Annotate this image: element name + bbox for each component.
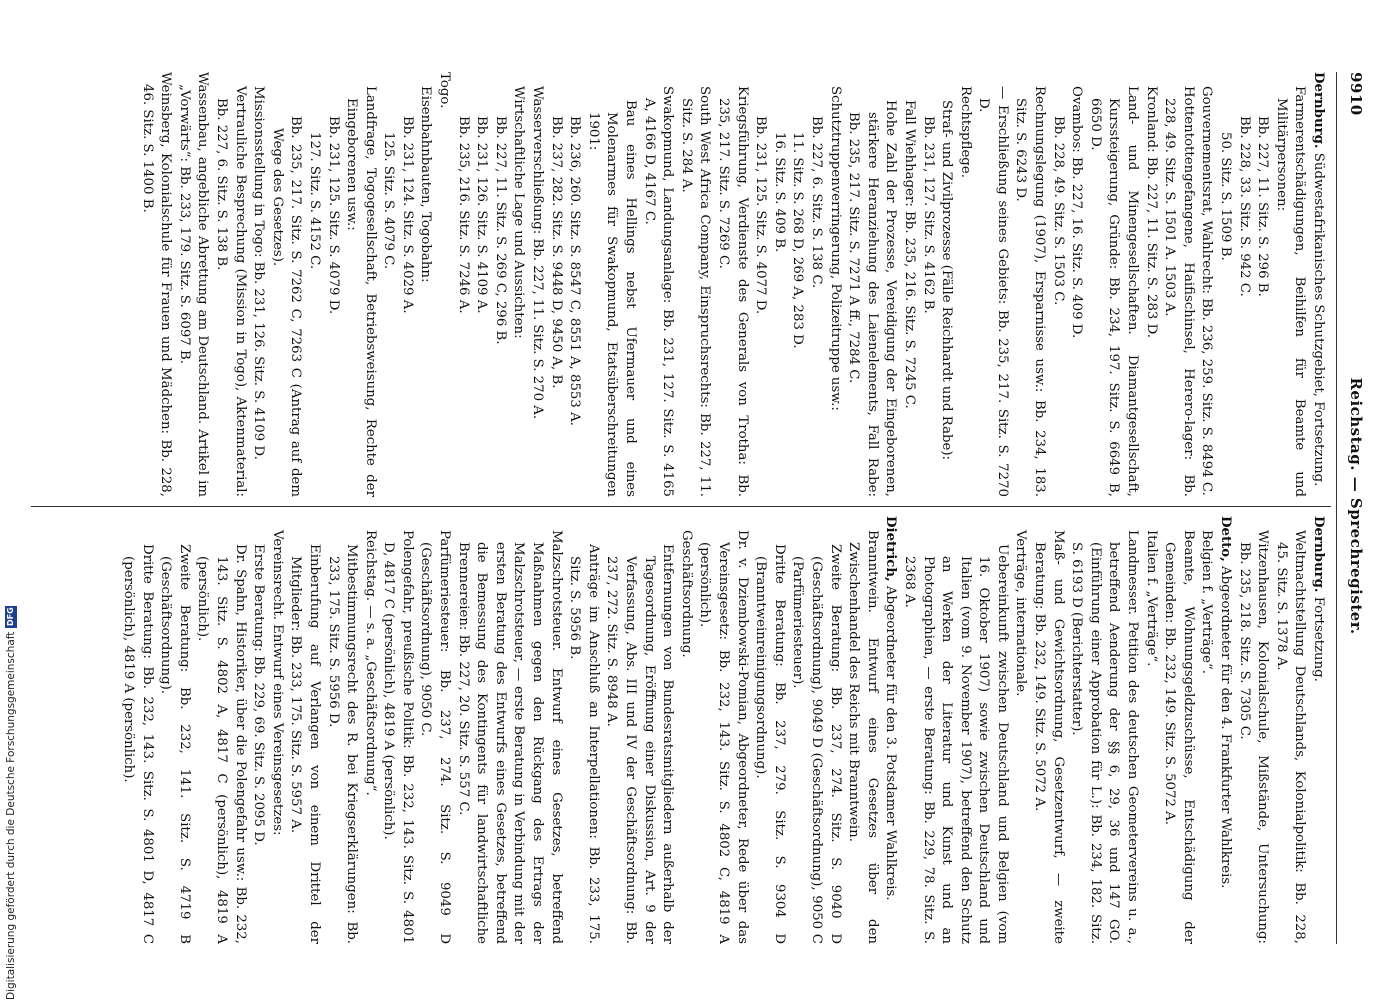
register-entry — [713, 72, 750, 497]
register-entry — [565, 72, 584, 497]
register-entry — [286, 516, 323, 944]
entry-text: Bb. 236, 260. Sitz. S. 8547 C, 8551 A, 8553 A. — [567, 116, 583, 426]
entry-text: Malzschrotsteuer. Entwurf eines Gesetzes, betreffend Maßnahmen gegen den Rückgang des Ertrags der Malzschrotsteuer, — erste Beratung in Verbindung mit der ersten Beratung des Entwurfs eines Gesetzes, betreffend die Bemessung des Kontingents für landwirtschaftliche Brennereien: Bb. 227, 20. Sitz. S. 557 C. — [455, 530, 564, 944]
dfg-logo: DFG — [6, 607, 15, 626]
entry-text: Mitbestimmungsrecht des R. bei Kriegserklärungen: Bb. 233, 175. Sitz. S. 5956 D. — [325, 544, 360, 944]
register-entry — [174, 72, 211, 497]
entry-text: Zweite Beratung: Bb. 237, 274. Sitz. S. 9040 D (Geschäftsordnung), 9049 D (Geschäftsordnung), 9050 C (Parfümeriesteuer). — [790, 544, 843, 944]
right-column — [118, 516, 1327, 944]
entry-text: Bb. 227, 6. Sitz. S. 138 C. — [808, 116, 824, 289]
entry-heading: Dernburg. — [1311, 516, 1326, 593]
register-entry — [527, 72, 546, 497]
register-entry — [899, 516, 1011, 944]
entry-text: — Erschließung seines Gebiets: Bb. 235, 217. Sitz. S. 7270 D. — [976, 86, 1010, 497]
entry-text: Parfümeriesteuer: Bb. 237, 274. Sitz. S. 9049 D (Geschäftsordnung), 9050 C. — [418, 530, 453, 944]
register-entry — [881, 516, 900, 944]
entry-text: Maß- und Gewichtsordnung, Gesetzentwurf, — zweite Beratung: Bb. 232, 149. Sitz. S. 5072 A. — [1032, 530, 1066, 944]
register-entry — [211, 72, 248, 497]
entry-text: Italien f. „Verträge“. — [1143, 530, 1159, 667]
entry-text: Vertrauliche Besprechung (Mission in Togo), Aktenmaterial: Bb. 227, 6. Sitz. S. 138 B. — [213, 86, 248, 497]
entry-text: Zweite Beratung: Bb. 232, 141. Sitz. S. 4719 B (Geschäftsordnung). — [158, 544, 192, 944]
register-entry — [788, 72, 807, 497]
register-entry — [118, 516, 155, 944]
register-entry — [751, 72, 770, 497]
entry-text: Geschäftsordnung. — [678, 530, 694, 658]
register-entry — [1308, 516, 1327, 944]
register-entry — [1253, 72, 1272, 497]
register-entry — [1160, 516, 1197, 944]
entry-text: Weinsberg, Kolonialschule für Frauen und Mädchen: Bb. 228, 46. Sitz. S. 1400 B. — [139, 72, 174, 497]
entry-text: South West Africa Company, Einspruchsrechts: Bb. 227, 11. Sitz. S. 284 A. — [678, 86, 713, 497]
entry-text: Eisenbahnbauten, Togobahn: — [418, 86, 434, 283]
digitization-note-text: Digitalisierung gefördert durch die Deutsche Forschungsgemeinschaft — [5, 631, 17, 1000]
register-entry — [453, 516, 565, 944]
entry-text: Bb. 235, 216. Sitz. S. 7246 A. — [455, 116, 471, 314]
entry-text: Rechnungslegung (1907), Ersparnisse usw.: Bb. 234, 183. Sitz. S. 6243 D. — [1013, 86, 1048, 497]
entry-heading: Dernburg. — [1311, 72, 1326, 149]
register-entry — [806, 72, 825, 497]
register-entry — [974, 72, 1011, 497]
register-entry — [490, 72, 509, 497]
register-entry — [397, 72, 416, 497]
entry-text: Bb. 231, 124. Sitz. S. 4029 A. — [399, 116, 415, 314]
entry-text: Rechtspflege. — [957, 86, 973, 178]
register-entry — [1234, 516, 1271, 944]
register-entry — [1271, 72, 1308, 497]
register-entry — [1141, 72, 1160, 497]
entry-text: Erste Beratung: Bb. 229, 69. Sitz. S. 2095 D. — [251, 544, 267, 846]
register-entry — [249, 516, 268, 944]
entry-text: Bb. 231, 125. Sitz. S. 4079 D. — [325, 116, 341, 315]
entry-text: Bb. 228, 33. Sitz. S. 942 C. — [1236, 116, 1252, 297]
entry-text: Missionsstellung in Togo: Bb. 231, 126. Sitz. S. 4109 D. — [251, 86, 267, 460]
entry-text: Bb. 227, 11. Sitz. S. 296 B. — [1255, 116, 1271, 297]
entry-text: 50. Sitz. S. 1509 B. — [1218, 132, 1234, 261]
register-entry — [323, 516, 360, 944]
register-entry — [1197, 516, 1216, 944]
entry-text: Anträge im Anschluß an Interpellationen: Bb. 233, 175. Sitz. S. 5956 B. — [567, 544, 601, 944]
entry-text: Südwestafrikanisches Schutzgebiet, Fortsetzung. — [1311, 152, 1326, 487]
register-entry — [193, 516, 249, 944]
register-entry — [695, 516, 751, 944]
register-entry — [1271, 516, 1308, 944]
column-divider — [31, 506, 1331, 507]
page-header — [1335, 72, 1365, 940]
register-entry — [1085, 72, 1141, 497]
entry-text: Dritte Beratung: Bb. 232, 143. Sitz. S. 4801 D, 4817 C (persönlich), 4819 A (persönlich). — [121, 544, 155, 944]
entry-text: Fall Wiehhager: Bb. 235, 216. Sitz. S. 7245 C. — [901, 100, 917, 409]
register-entry — [899, 72, 918, 497]
register-entry — [583, 72, 639, 497]
entry-text: Hottentottengefangene, Haifischinsel, Herero-lager: Bb. 228, 49. Sitz. S. 1501 A. 1503 A. — [1162, 86, 1196, 497]
register-entry — [416, 516, 453, 944]
register-entry — [1234, 72, 1253, 497]
register-entry — [769, 72, 788, 497]
entry-text: Landfrage, Togogesellschaft, Betriebsweisung, Rechte der Eingeborenen usw.: — [344, 86, 378, 497]
entry-text: 11. Sitz. S. 268 D, 269 A, 283 D. — [790, 132, 806, 349]
entry-text: Landmesser. Petition des deutschen Geometervereins u. a., betreffend Aenderung der §§ 6, 29, 36 und 147 GO. (Einführung einer Approbation für L.): Bb. 234, 182. Sitz. S. 6193 D (Berichterstatter). — [1069, 530, 1141, 944]
register-entry — [379, 72, 398, 497]
entry-text: Farmerentschädigungen, Beihilfen für Beamte und Militärpersonen: — [1273, 86, 1308, 497]
entry-text: Witzenhausen, Kolonialschule, Mißstände, Untersuchung: Bb. 235, 218. Sitz. S. 7305 C. — [1236, 530, 1271, 944]
entry-text: Togo. — [437, 72, 453, 109]
entry-text: Dritte Beratung: Bb. 237, 279. Sitz. S. 9304 D (Branntweinreinigungsordnung). — [753, 544, 787, 944]
register-entry — [1197, 72, 1216, 497]
entry-text: Bb. 231, 127. Sitz. S. 4162 B. — [920, 116, 936, 314]
entry-text: Abgeordneter für den 3. Potsdamer Wahlkreis. — [883, 585, 899, 901]
register-entry — [1215, 72, 1234, 497]
register-entry — [602, 516, 676, 944]
register-entry — [918, 72, 937, 497]
register-entry — [676, 72, 713, 497]
register-entry — [304, 72, 323, 497]
page-number: 9910 — [1347, 72, 1365, 116]
register-entry — [676, 516, 695, 944]
register-entry — [267, 72, 304, 497]
register-entry — [453, 72, 472, 497]
entry-text: Ovambos: Bb. 227, 16. Sitz. S. 409 D. — [1069, 86, 1085, 339]
register-entry — [1011, 72, 1048, 497]
entry-text: Einberufung auf Verlangen von einem Drittel der Mitglieder: Bb. 233, 175. Sitz. S. 5957 A. — [288, 544, 322, 944]
entry-text: Belgien f. „Verträge“. — [1199, 530, 1215, 675]
register-entry — [156, 516, 193, 944]
left-column — [137, 72, 1327, 497]
entry-text: Bb. 237, 282. Sitz. S. 9448 D, 9450 A, B. — [548, 116, 564, 389]
register-entry — [1030, 516, 1067, 944]
digitization-note — [5, 607, 25, 1000]
entry-text: Schutztruppenverringerung, Polizeitruppe usw.: — [827, 86, 843, 411]
register-entry — [1067, 72, 1086, 497]
entry-text: 127. Sitz. S. 4152 C. — [306, 132, 322, 270]
register-entry — [955, 72, 974, 497]
running-title: Reichstag. — Sprechregister. — [1347, 377, 1365, 635]
entry-text: Uebereinkunft zwischen Deutschland und Belgien (vom 16. Oktober 1907) sowie zwischen Deutschland und Italien (vom 9. November 1907), betreffend den Schutz an Werken der Literatur und Kunst und an Photographien, — erste Beratung: Bb. 229, 78. Sitz. S. 2368 A. — [901, 544, 1010, 944]
entry-text: Polengefahr, preußische Politik: Bb. 232, 143. Sitz. S. 4801 D, 4817 C (persönlich), 4819 A (persönlich). — [381, 530, 415, 944]
register-entry — [844, 72, 900, 497]
register-entry — [249, 72, 268, 497]
entry-text: Kronland: Bb. 227, 11. Sitz. S. 283 D. — [1143, 86, 1159, 339]
entry-text: Bb. 231, 125. Sitz. S. 4077 D. — [753, 116, 769, 315]
entry-text: Entfernungen von Bundesratsmitgliedern außerhalb der Tagesordnung, Eröffnung einer Diskussion, Art. 9 der Verfassung, Abs. III und IV der Geschäftsordnung: Bb. 237, 272. Sitz. S. 8948 A. — [604, 544, 676, 944]
header-rule — [1336, 72, 1337, 944]
entry-text: Bau eines Hellings nebst Ufermauer und eines Molenarmes für Swakopmund, Etatsüberschreitungen 1901: — [585, 100, 639, 497]
entry-text: Bb. 228, 49. Sitz. S. 1503 C. — [1050, 116, 1066, 306]
entry-heading: Dietrich, — [883, 516, 899, 582]
entry-text: Beamte, Wohnungsgeldzuschüsse, Entschädigung der Gemeinden: Bb. 232, 149. Sitz. S. 5072 A. — [1162, 530, 1196, 944]
register-entry — [1160, 72, 1197, 497]
entry-text: Bb. 231, 126. Sitz. S. 4109 A. — [474, 116, 490, 314]
entry-text: Bb. 227, 11. Sitz. S. 269 C, 296 B. — [492, 116, 508, 345]
register-entry — [639, 72, 676, 497]
register-entry — [1215, 516, 1234, 944]
entry-text: Wasserverschließung: Bb. 227, 11. Sitz. S. 270 A. — [530, 86, 546, 420]
entry-text: Swakopmund, Landungsanlage: Bb. 231, 127. Sitz. S. 4165 A, 4166 D, 4167 C. — [641, 86, 676, 497]
entry-text: Bb. 235, 217. Sitz. S. 7262 C, 7263 C (Antrag auf dem Wege des Gesetzes). — [269, 116, 304, 497]
register-entry — [937, 72, 956, 497]
register-entry — [751, 516, 788, 944]
register-entry — [1048, 72, 1067, 497]
register-entry — [342, 72, 379, 497]
entry-text: 125. Sitz. S. 4079 C. — [381, 132, 397, 270]
entry-text: Gouvernementsrat, Wahlrecht: Bb. 236, 259. Sitz. S. 8494 C. — [1199, 86, 1215, 496]
register-entry — [267, 516, 286, 944]
entry-text: 16. Sitz. S. 409 B. — [771, 132, 787, 253]
register-entry — [435, 72, 454, 497]
register-entry — [565, 516, 602, 944]
register-entry — [844, 516, 881, 944]
register-entry — [788, 516, 844, 944]
entry-text: Vereinsrecht. Entwurf eines Vereinsgesetzes: — [269, 530, 285, 836]
entry-text: Fortsetzung. — [1311, 596, 1326, 682]
register-entry — [416, 72, 435, 497]
entry-text: Wassenbau, angebliche Abrettung am Deutschland. Artikel im „Vorwärts“: Bb. 233, 179. Sitz. S. 6097 B. — [176, 72, 211, 497]
entry-text: Verträge, internationale. — [1013, 530, 1029, 697]
register-entry — [1011, 516, 1030, 944]
register-entry — [472, 72, 491, 497]
register-entry — [360, 516, 379, 944]
entry-text: Dr. Spahn, Historiker, über die Polengefahr usw.: Bb. 232, 143. Sitz. S. 4802 A, 4817 C (persönlich), 4819 A (persönlich). — [195, 544, 248, 944]
register-entry — [546, 72, 565, 497]
register-entry — [323, 72, 342, 497]
register-entry — [1067, 516, 1141, 944]
register-entry — [509, 72, 528, 497]
entry-text: Wirtschaftliche Lage und Aussichten: — [511, 86, 527, 339]
entry-heading: Detto, — [1218, 516, 1234, 562]
register-entry — [137, 72, 174, 497]
register-entry — [379, 516, 416, 944]
register-entry — [1308, 72, 1327, 497]
entry-text: Reichstag. — s. a. „Geschäftsordnung“. — [362, 530, 378, 796]
register-entry — [1141, 516, 1160, 944]
entry-text: Land- und Minengesellschaften. Diamantgesellschaft, Kurssteigerung, Gründe: Bb. 234, 197. Sitz. S. 6649 B, 6650 D. — [1087, 86, 1141, 497]
entry-text: Weltmachtstellung Deutschlands, Kolonialpolitik: Bb. 228, 45. Sitz. S. 1378 A. — [1273, 530, 1308, 944]
entry-text: Branntwein. Entwurf eines Gesetzes über den Zwischenhandel des Reichs mit Branntwein. — [846, 530, 880, 944]
register-entry — [825, 72, 844, 497]
entry-text: Hohe Zahl der Prozesse, Vereidigung der Eingeborenen, stärkere Heranziehung des Laienelements, Fall Rabe: Bb. 235, 217. Sitz. S. 7271 A ff., 7284 C. — [846, 100, 899, 497]
entry-text: Kriegsführung, Verdienste des Generals von Trotha: Bb. 235, 217. Sitz. S. 7269 C. — [716, 86, 750, 497]
entry-text: Straf- und Zivilprozesse (Fälle Reichhardt und Rabe): — [939, 100, 955, 461]
entry-text: Dr. v. Dziembowski-Pomian, Abgeordneter, Rede über das Vereinsgesetz: Bb. 232, 143. Sitz. S. 4802 C, 4819 A (persönlich). — [697, 530, 750, 944]
entry-text: Abgeordneter für den 4. Frankfurter Wahlkreis. — [1218, 566, 1234, 889]
